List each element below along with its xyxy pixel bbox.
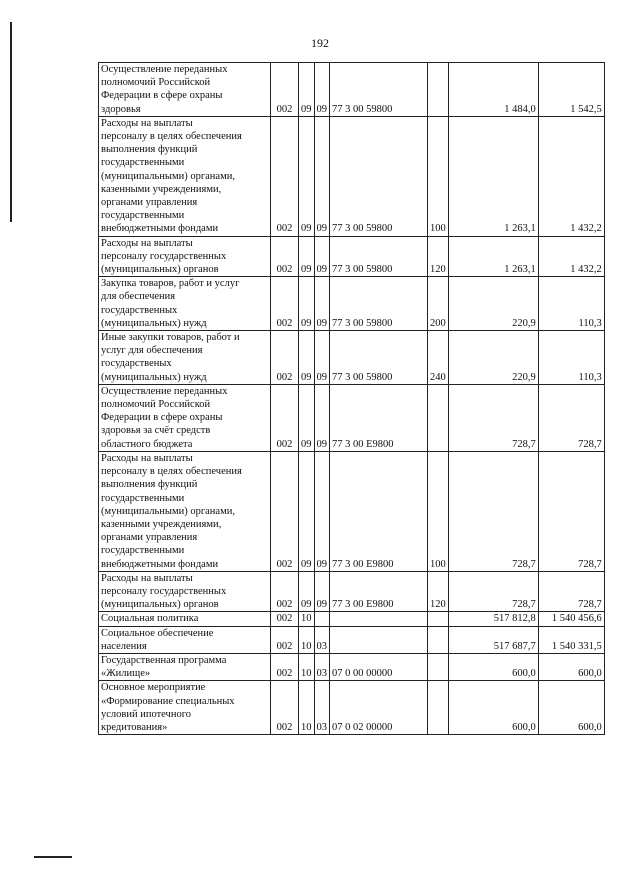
row-name <box>99 116 271 236</box>
row-expense-type <box>428 612 449 626</box>
row-expense-type: 100 <box>428 451 449 571</box>
table-row <box>99 653 605 680</box>
row-subsection-code: 09 <box>314 63 330 117</box>
row-section-code: 09 <box>299 236 315 277</box>
row-sum-year-2: 1 432,2 <box>538 116 604 236</box>
table-row <box>99 612 605 626</box>
row-ved-code: 002 <box>271 626 299 653</box>
table-row <box>99 384 605 451</box>
row-target-article: 77 3 00 E9800 <box>330 571 428 612</box>
row-sum-year-1: 220,9 <box>448 331 538 385</box>
row-sum-year-2: 728,7 <box>538 571 604 612</box>
row-expense-type <box>428 681 449 735</box>
row-sum-year-2: 600,0 <box>538 681 604 735</box>
row-sum-year-2: 1 540 456,6 <box>538 612 604 626</box>
row-sum-year-2: 110,3 <box>538 331 604 385</box>
table-row <box>99 451 605 571</box>
row-section-code: 10 <box>299 653 315 680</box>
row-name <box>99 63 271 117</box>
row-sum-year-1: 220,9 <box>448 277 538 331</box>
row-target-article <box>330 612 428 626</box>
row-ved-code: 002 <box>271 612 299 626</box>
row-target-article: 07 0 02 00000 <box>330 681 428 735</box>
row-expense-type: 120 <box>428 236 449 277</box>
row-ved-code: 002 <box>271 236 299 277</box>
row-name-text: Расходы на выплаты персоналу государственных (муниципальных) органов <box>101 572 227 611</box>
row-sum-year-1: 728,7 <box>448 384 538 451</box>
row-ved-code: 002 <box>271 277 299 331</box>
row-target-article: 77 3 00 59800 <box>330 116 428 236</box>
row-subsection-code: 03 <box>314 626 330 653</box>
table-row <box>99 277 605 331</box>
budget-table <box>98 62 605 735</box>
row-name <box>99 612 271 626</box>
row-name-text: Основное мероприятие «Формирование специальных условий ипотечного кредитования» <box>101 682 235 733</box>
row-name-text: Осуществление переданных полномочий Российской Федерации в сфере охраны здоровья <box>101 64 228 115</box>
row-sum-year-2: 110,3 <box>538 277 604 331</box>
row-target-article: 77 3 00 E9800 <box>330 384 428 451</box>
row-section-code: 09 <box>299 384 315 451</box>
row-subsection-code: 09 <box>314 571 330 612</box>
row-name-text: Государственная программа «Жилище» <box>101 654 227 680</box>
row-section-code: 10 <box>299 626 315 653</box>
row-target-article: 07 0 00 00000 <box>330 653 428 680</box>
row-name <box>99 331 271 385</box>
row-expense-type: 100 <box>428 116 449 236</box>
row-name <box>99 626 271 653</box>
table-row <box>99 63 605 117</box>
row-target-article: 77 3 00 59800 <box>330 277 428 331</box>
row-name-text: Закупка товаров, работ и услуг для обеспечения государственных (муниципальных) нужд <box>101 278 240 329</box>
row-ved-code: 002 <box>271 384 299 451</box>
row-section-code: 09 <box>299 331 315 385</box>
row-subsection-code: 03 <box>314 653 330 680</box>
row-sum-year-2: 1 540 331,5 <box>538 626 604 653</box>
table-body <box>99 63 605 735</box>
row-section-code: 09 <box>299 277 315 331</box>
row-target-article <box>330 626 428 653</box>
row-sum-year-2: 600,0 <box>538 653 604 680</box>
row-name <box>99 681 271 735</box>
table-row <box>99 626 605 653</box>
row-name <box>99 451 271 571</box>
row-subsection-code: 09 <box>314 277 330 331</box>
row-target-article: 77 3 00 E9800 <box>330 451 428 571</box>
scan-edge-mark <box>10 22 12 222</box>
row-name-text: Расходы на выплаты персоналу в целях обеспечения выполнения функций государственными (муниципальными) органами, казенными учреждениями, органами управления государственными внебюджетными фондами <box>101 452 242 570</box>
row-name-text: Социальное обеспечение населения <box>101 627 214 652</box>
row-target-article: 77 3 00 59800 <box>330 236 428 277</box>
page-number: 192 <box>311 36 329 50</box>
row-name-text: Расходы на выплаты персоналу государственных (муниципальных) органов <box>101 237 227 276</box>
row-subsection-code: 09 <box>314 331 330 385</box>
scan-edge-mark-bottom <box>34 856 72 858</box>
row-name-text: Иные закупки товаров, работ и услуг для обеспечения государственых (муниципальных) нужд <box>101 332 240 383</box>
row-section-code: 10 <box>299 612 315 626</box>
row-sum-year-2: 728,7 <box>538 384 604 451</box>
row-subsection-code: 09 <box>314 451 330 571</box>
row-sum-year-1: 517 687,7 <box>448 626 538 653</box>
row-name <box>99 236 271 277</box>
table-row <box>99 331 605 385</box>
row-ved-code: 002 <box>271 653 299 680</box>
row-sum-year-1: 1 263,1 <box>448 236 538 277</box>
row-subsection-code: 03 <box>314 681 330 735</box>
row-ved-code: 002 <box>271 681 299 735</box>
row-ved-code: 002 <box>271 63 299 117</box>
table-row <box>99 116 605 236</box>
row-expense-type <box>428 63 449 117</box>
table-row <box>99 571 605 612</box>
row-expense-type: 200 <box>428 277 449 331</box>
row-expense-type <box>428 653 449 680</box>
row-name <box>99 571 271 612</box>
row-target-article: 77 3 00 59800 <box>330 331 428 385</box>
row-sum-year-1: 1 263,1 <box>448 116 538 236</box>
row-expense-type <box>428 384 449 451</box>
row-name <box>99 653 271 680</box>
row-target-article: 77 3 00 59800 <box>330 63 428 117</box>
table-row <box>99 236 605 277</box>
row-ved-code: 002 <box>271 451 299 571</box>
row-sum-year-2: 1 432,2 <box>538 236 604 277</box>
row-sum-year-1: 600,0 <box>448 681 538 735</box>
row-section-code: 09 <box>299 571 315 612</box>
row-ved-code: 002 <box>271 571 299 612</box>
row-expense-type: 240 <box>428 331 449 385</box>
row-sum-year-1: 1 484,0 <box>448 63 538 117</box>
row-section-code: 09 <box>299 451 315 571</box>
row-sum-year-2: 1 542,5 <box>538 63 604 117</box>
row-name-text: Социальная политика <box>101 613 199 625</box>
row-ved-code: 002 <box>271 331 299 385</box>
row-name-text: Расходы на выплаты персоналу в целях обеспечения выполнения функций государственными (муниципальными) органами, казенными учреждениями, органами управления государственными внебюджетными фондами <box>101 117 242 235</box>
row-expense-type <box>428 626 449 653</box>
row-sum-year-1: 728,7 <box>448 451 538 571</box>
row-ved-code: 002 <box>271 116 299 236</box>
row-expense-type: 120 <box>428 571 449 612</box>
row-subsection-code: 09 <box>314 236 330 277</box>
row-subsection-code: 09 <box>314 384 330 451</box>
row-sum-year-1: 728,7 <box>448 571 538 612</box>
row-subsection-code: 09 <box>314 116 330 236</box>
row-sum-year-1: 600,0 <box>448 653 538 680</box>
table-row <box>99 681 605 735</box>
row-section-code: 09 <box>299 116 315 236</box>
row-name <box>99 384 271 451</box>
row-sum-year-1: 517 812,8 <box>448 612 538 626</box>
row-name <box>99 277 271 331</box>
row-section-code: 10 <box>299 681 315 735</box>
row-subsection-code <box>314 612 330 626</box>
row-section-code: 09 <box>299 63 315 117</box>
row-name-text: Осуществление переданных полномочий Российской Федерации в сфере охраны здоровья за счёт средств областного бюджета <box>101 385 228 450</box>
row-sum-year-2: 728,7 <box>538 451 604 571</box>
